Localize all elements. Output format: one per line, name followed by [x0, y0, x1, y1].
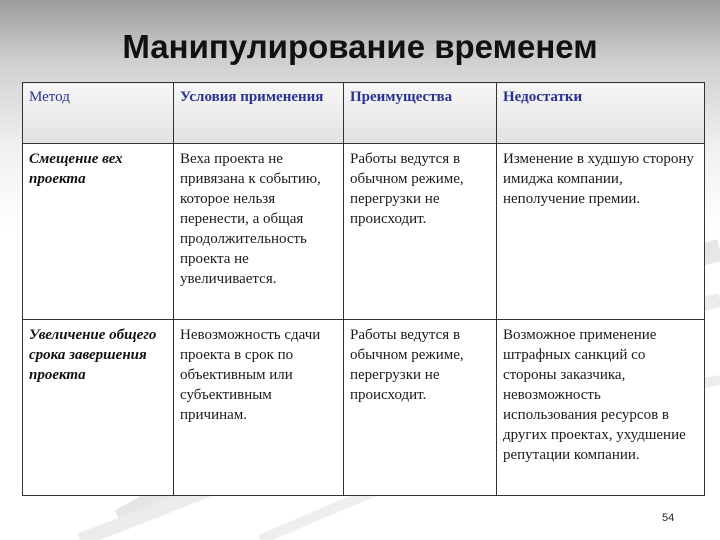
header-advantages: Преимущества: [344, 83, 497, 144]
row-advantages: Работы ведутся в обычном режиме, перегрузки не происходит.: [344, 144, 497, 320]
time-manipulation-table: [22, 82, 705, 496]
page-number: 54: [662, 512, 675, 524]
header-disadvantages: Недостатки: [497, 83, 705, 144]
row-conditions: Невозможность сдачи проекта в срок по объективным или субъективным причинам.: [174, 320, 344, 496]
table-row: [23, 144, 705, 320]
row-method: Увеличение общего срока завершения проекта: [23, 320, 174, 496]
header-method: Метод: [23, 83, 174, 144]
row-disadvantages: Изменение в худшую сторону имиджа компании, неполучение премии.: [497, 144, 705, 320]
slide-title: Манипулирование временем: [122, 28, 598, 65]
row-disadvantages: Возможное применение штрафных санкций со стороны заказчика, невозможность использования ресурсов в других проектах, ухудшение репутации компании.: [497, 320, 705, 496]
row-advantages: Работы ведутся в обычном режиме, перегрузки не происходит.: [344, 320, 497, 496]
table-header-row: [23, 83, 705, 144]
table-row: [23, 320, 705, 496]
header-conditions: Условия применения: [174, 83, 344, 144]
row-method: Смещение вех проекта: [23, 144, 174, 320]
row-conditions: Веха проекта не привязана к событию, которое нельзя перенести, а общая продолжительность проекта не увеличивается.: [174, 144, 344, 320]
